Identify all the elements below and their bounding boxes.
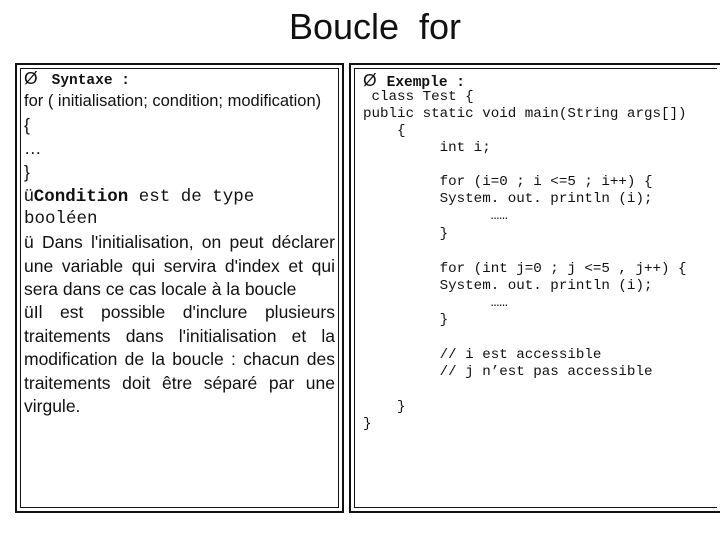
- code-line: {: [363, 123, 406, 139]
- code-line: }: [363, 416, 372, 432]
- example-label: Exemple :: [386, 75, 465, 91]
- syntax-line: for ( initialisation; condition; modification): [24, 92, 322, 110]
- example-panel: [349, 63, 720, 513]
- syntax-label: Syntaxe :: [51, 73, 130, 89]
- syntax-open-brace: {: [24, 115, 30, 135]
- code-line: ……: [363, 208, 508, 224]
- check-icon: ü: [24, 302, 34, 322]
- syntax-ellipsis: …: [24, 138, 42, 158]
- code-line: }: [363, 312, 449, 328]
- code-line: ……: [363, 295, 508, 311]
- syntax-close-brace: }: [24, 162, 30, 182]
- point-multiple-treatments-text: Il est possible d'inclure plusieurs traitements dans l'initialisation et la modification de la boucle : chacun des traitements doit être séparé par une virgule.: [24, 302, 335, 416]
- code-line: for (i=0 ; i <=5 ; i++) {: [363, 174, 653, 190]
- check-icon: ü: [24, 185, 34, 205]
- condition-line: [24, 184, 254, 210]
- condition-type: booléen: [24, 209, 98, 229]
- check-icon: ü: [24, 232, 34, 252]
- code-line: System. out. println (i);: [363, 278, 653, 294]
- code-line: }: [363, 226, 449, 242]
- code-line: System. out. println (i);: [363, 191, 653, 207]
- code-line: }: [363, 399, 406, 415]
- point-initialisation: [24, 231, 335, 302]
- syntax-panel: [15, 63, 344, 513]
- code-line: // j n’est pas accessible: [363, 364, 653, 380]
- arrow-bullet-icon: Ø: [363, 70, 377, 90]
- code-line: for (int j=0 ; j <=5 , j++) {: [363, 261, 687, 277]
- point-initialisation-text: Dans l'initialisation, on peut déclarer une variable qui servira d'index et qui sera dans ce cas locale à la boucle: [24, 232, 335, 299]
- arrow-bullet-icon: Ø: [24, 68, 38, 88]
- condition-word: Condition: [33, 187, 129, 207]
- code-line: // i est accessible: [363, 347, 602, 363]
- code-line: int i;: [363, 140, 491, 156]
- condition-rest: est de type: [128, 187, 255, 207]
- code-line: public static void main(String args[]): [363, 106, 687, 122]
- code-line: class Test {: [363, 89, 474, 105]
- point-multiple-treatments: [24, 301, 335, 419]
- slide-title: Boucle for: [288, 6, 462, 47]
